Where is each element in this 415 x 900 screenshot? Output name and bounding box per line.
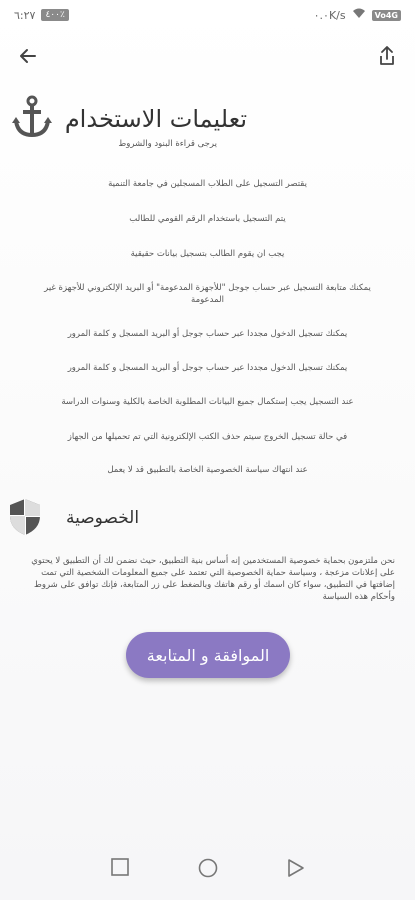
status-bar: [0, 0, 415, 30]
status-left: [14, 9, 69, 22]
rule-item: يمكنك متابعة التسجيل عبر حساب جوجل "للأجهزة المدعومة" أو البريد الإلكتروني للأجهزة غير المدعومة: [44, 283, 371, 305]
square-icon: [111, 858, 129, 876]
rule-item: يمكنك تسجيل الدخول مجددا عبر حساب جوجل أو البريد المسجل و كلمة المرور: [67, 329, 348, 339]
accept-continue-button[interactable]: [126, 632, 290, 678]
rule-item: عند التسجيل يجب إستكمال جميع البيانات المطلوبة الخاصة بالكلية وسنوات الدراسة: [61, 397, 354, 407]
system-nav-bar: [0, 844, 415, 900]
rule-item: يمكنك تسجيل الدخول مجددا عبر حساب جوجل أو البريد المسجل و كلمة المرور: [67, 363, 348, 373]
rule-item: في حالة تسجيل الخروج سيتم حذف الكتب الإلكترونية التي تم تحميلها من الجهاز: [67, 432, 348, 442]
home-button[interactable]: [198, 858, 218, 882]
page-subtitle: يرجى قراءة البنود والشروط: [118, 139, 217, 149]
share-icon: [377, 45, 397, 67]
anchor-icon: [12, 95, 52, 139]
app-bar: [0, 38, 415, 74]
back-nav-button[interactable]: [287, 858, 305, 882]
page-title: تعليمات الاستخدام: [64, 105, 247, 133]
accept-button-label: الموافقة و المتابعة: [146, 645, 270, 665]
privacy-header: [8, 498, 395, 538]
privacy-text: نحن ملتزمون بحماية خصوصية المستخدمين إنه أساس بنية التطبيق، حيث نضمن لك أن التطبيق لا يحتوي على إعلانات مزعجة ، وسياسة حماية الخصوصية التي تعتمد على جميع المعلومات الشخصية التي تمت إضافتها في التطبيق، سواء كان اسمك أو رقم هاتفك وبالضغط على زر المتابعة، فإنك توافق على شروط وأحكام هذه السياسة: [31, 556, 395, 602]
back-button[interactable]: [14, 42, 42, 70]
circle-icon: [198, 858, 218, 878]
terms-header: [12, 95, 395, 155]
battery-indicator: ٤٠٠٪: [41, 9, 68, 21]
network-speed: ٠.٠K/s: [313, 8, 346, 22]
rule-item: يقتصر التسجيل على الطلاب المسجلين في جامعة التنمية: [108, 179, 307, 189]
shield-icon: [8, 498, 42, 536]
wifi-icon: [352, 8, 366, 22]
recents-button[interactable]: [111, 858, 129, 880]
rule-item: يجب ان يقوم الطالب بتسجيل بيانات حقيقية: [130, 249, 285, 259]
network-badge: Vo4G: [372, 10, 401, 21]
clock: ٦:٢٧: [14, 8, 36, 22]
share-button[interactable]: [373, 42, 401, 70]
rule-item: عند انتهاك سياسة الخصوصية الخاصة بالتطبيق قد لا يعمل: [107, 465, 308, 475]
rule-item: يتم التسجيل باستخدام الرقم القومي للطالب: [129, 214, 286, 224]
triangle-icon: [287, 858, 305, 878]
arrow-left-icon: [18, 46, 38, 66]
privacy-title: الخصوصية: [66, 508, 140, 528]
status-right: [314, 8, 401, 22]
